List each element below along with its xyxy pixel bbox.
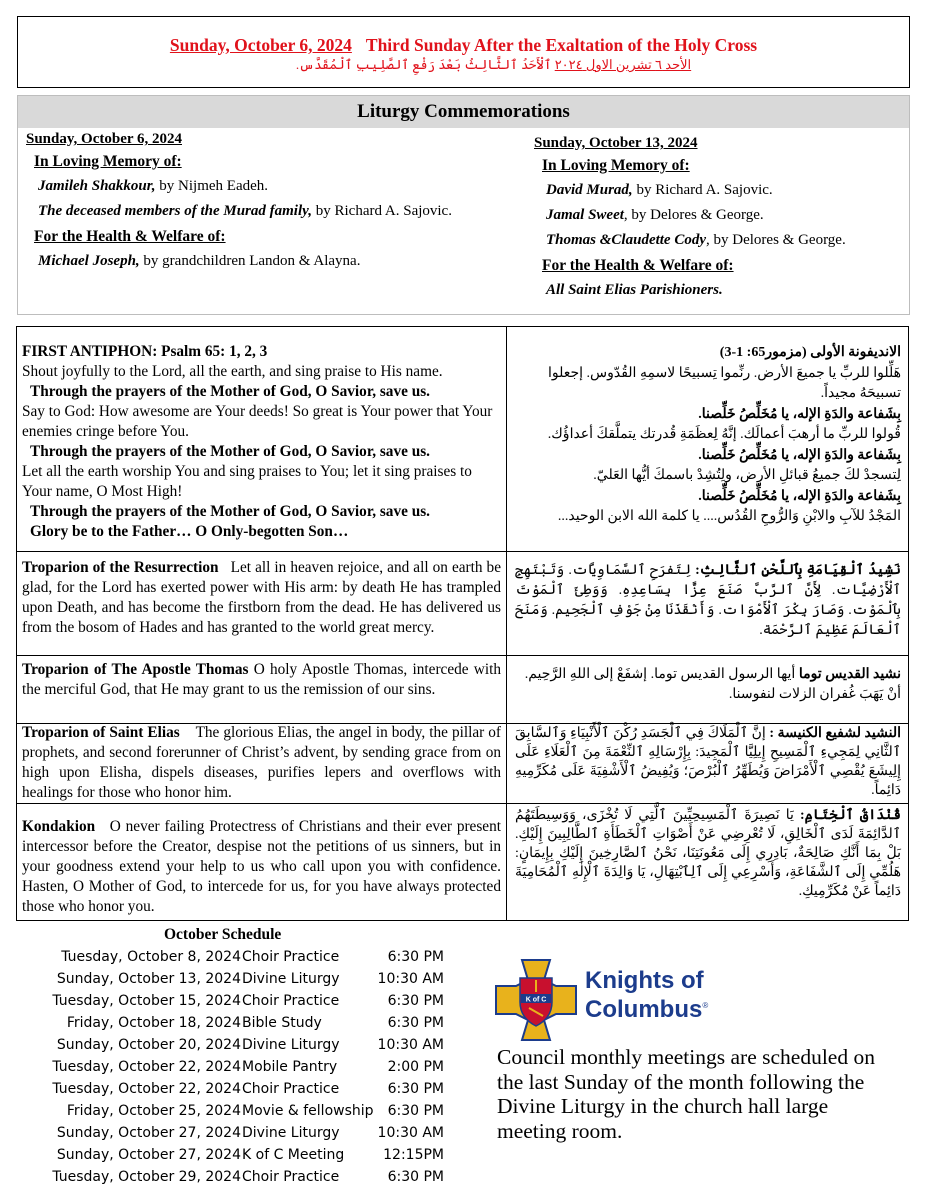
troparion-elias-row <box>17 723 908 804</box>
troparion-resurrection-text: Let all in heaven rejoice, and all on earth be glad, for the Lord has exerted power with His arm: by death He has trampled upon Death, and has become the firstborn from the dead. He has delivered us from the bosom of Hades and has granted to the world great mercy. <box>22 559 501 636</box>
header-arabic-date: الأحد ٦ تشرين الاول ٢٠٢٤ <box>554 57 692 72</box>
antiphon-arabic-glory: المَجْدُ للآبِ والابْنِ وَالرُّوحِ القُدُس.... يا كلمة الله الابن الوحيد... <box>557 509 901 524</box>
troparion-thomas-text: O holy Apostle Thomas, intercede with the merciful God, that He may grant to us the remission of our sins. <box>22 661 501 698</box>
kondakion-arabic-title: قُنْدَاقُ ٱلْخِتَامِ: <box>800 808 901 823</box>
schedule-event: Bible Study <box>242 1015 322 1031</box>
kondakion-row <box>17 803 908 921</box>
left-memory-heading: In Loving Memory of: <box>34 153 182 170</box>
schedule-date: Sunday, October 27, 2024 <box>56 1147 241 1163</box>
bulletin-header <box>17 16 910 88</box>
schedule-event: Mobile Pantry <box>242 1059 338 1075</box>
troparion-thomas-row <box>17 655 908 724</box>
schedule-date: Friday, October 25, 2024 <box>66 1103 241 1119</box>
troparion-thomas-arabic <box>515 665 901 705</box>
right-memory-entry: David Murad, by Richard A. Sajovic. <box>546 182 773 198</box>
schedule-date: Sunday, October 13, 2024 <box>56 971 241 987</box>
schedule-row <box>28 1078 458 1100</box>
knights-of-columbus-emblem <box>494 958 578 1042</box>
troparion-thomas-title: Troparion of The Apostle Thomas <box>22 661 249 678</box>
left-health-entry: Michael Joseph, by grandchildren Landon & Alayna. <box>38 253 361 269</box>
schedule-time: 6:30 PM <box>387 1015 444 1031</box>
schedule-event: Divine Liturgy <box>242 1125 340 1141</box>
schedule-row <box>28 968 458 990</box>
commemorations-right <box>534 134 904 303</box>
schedule-event: Choir Practice <box>242 1081 340 1097</box>
schedule-time: 10:30 AM <box>377 1125 444 1141</box>
right-memory-entry: Thomas &Claudette Cody, by Delores & George. <box>546 232 846 248</box>
troparion-resurrection-arabic <box>515 561 901 641</box>
troparion-elias-arabic <box>515 724 901 800</box>
schedule-event: Divine Liturgy <box>242 1037 340 1053</box>
schedule-time: 6:30 PM <box>387 993 444 1009</box>
antiphon-arabic <box>515 343 901 528</box>
antiphon-glory: Glory be to the Father… O Only-begotten Son… <box>30 523 349 540</box>
schedule-event: Choir Practice <box>242 993 340 1009</box>
antiphon-arabic-verse: هَلِّلوا للربِّ يا جميعَ الأرض. رنِّموا تِسبيحًا لاسمِهِ القُدّوس. إجعلوا تسبيحَهُ مجيداً. <box>547 365 901 401</box>
header-feast-title: Third Sunday After the Exaltation of the Holy Cross <box>365 35 758 55</box>
troparion-elias-arabic-text: إنَّ ٱلْمَلَاكَ فِي ٱلْجَسَدِ رُكْنَ ٱلْأَنْبِيَاءِ وَٱلسَّابِقَ ٱلثَّانِي لِمَجِيءِ ٱلْمَسِيحِ إِيلِيَّا ٱلْمَجِيدَ: بِإِرْسَالِهِ ٱلنِّعْمَةَ مِنَ ٱلْعَلَاءِ عَلَى إِلِيشَعَ يُقْصِي ٱلْأَمْرَاضَ وَيُطَهِّرُ ٱلْبُرْصَ؛ وَيُفِيضُ ٱلْأَشْفِيَةَ عَلَى مُكَرِّمِيهِ دَائِماً. <box>515 726 901 798</box>
kondakion-title: Kondakion <box>22 818 96 835</box>
antiphon-english <box>22 342 501 542</box>
kondakion-english <box>22 817 501 917</box>
schedule-event: Movie & fellowship <box>242 1103 374 1119</box>
schedule-time: 6:30 PM <box>387 1081 444 1097</box>
left-date: Sunday, October 6, 2024 <box>26 131 182 147</box>
schedule-row <box>28 1034 458 1056</box>
left-health-heading: For the Health & Welfare of: <box>34 228 226 245</box>
kofc-name-line2: Columbus® <box>585 996 709 1023</box>
schedule-date: Tuesday, October 22, 2024 <box>52 1059 241 1075</box>
schedule-event: Choir Practice <box>242 1169 340 1185</box>
right-health-entry: All Saint Elias Parishioners. <box>546 282 723 298</box>
antiphon-arabic-verse: قُولوا للربِّ ما أرهبَ أعمالَك. إنَّهُ لِعظَمَةِ قُدرتك يتملَّقكَ أعداؤُك. <box>547 427 901 442</box>
schedule-row <box>28 990 458 1012</box>
schedule-date: Friday, October 18, 2024 <box>66 1015 241 1031</box>
antiphon-row <box>17 327 908 552</box>
schedule-time: 10:30 AM <box>377 971 444 987</box>
header-arabic-line <box>18 57 909 73</box>
troparion-elias-title: Troparion of Saint Elias <box>22 724 180 741</box>
schedule-event: K of C Meeting <box>242 1147 345 1163</box>
left-memory-entry: The deceased members of the Murad family, by Richard A. Sajovic. <box>38 203 452 219</box>
schedule-date: Sunday, October 27, 2024 <box>56 1125 241 1141</box>
schedule-time: 6:30 PM <box>387 1103 444 1119</box>
header-arabic-title: ٱلْأَحَدُ ٱلثَّالِثُ بَعْدَ رَفْعِ ٱلصَّلِيبِ ٱلْمُقَدَّس. <box>295 57 552 72</box>
schedule-time: 6:30 PM <box>387 949 444 965</box>
schedule-time: 10:30 AM <box>377 1037 444 1053</box>
commemorations-heading: Liturgy Commemorations <box>18 96 909 128</box>
commemorations-box <box>17 95 910 315</box>
troparion-elias-arabic-title: النشيد لشفيع الكنيسة : <box>769 726 901 741</box>
troparion-elias-text: The glorious Elias, the angel in body, the pillar of prophets, and second forerunner of Christ’s advent, by sending grace from on high upon Elisha, dispels diseases, purifies lepers and overflows with healings for those who honor him. <box>22 724 501 801</box>
schedule-time: 2:00 PM <box>387 1059 444 1075</box>
antiphon-arabic-refrain: بِشَفاعة والدَةِ الإله، يا مُخَلِّصُ خَلِّصنا. <box>698 447 901 463</box>
antiphon-title: FIRST ANTIPHON: Psalm 65: 1, 2, 3 <box>22 343 268 360</box>
schedule-row <box>28 1100 458 1122</box>
antiphon-arabic-title: الانديفونة الأولى (مزمور65: 1-3) <box>719 345 901 360</box>
kondakion-arabic <box>515 806 901 901</box>
kondakion-text: O never failing Protectress of Christians and their ever present intercessor before the Creator, despise not the petitions of us sinners, but in your goodness extend your help to us who call upon you with confidence. Hasten, O Mother of God, to intercede for us, for you have always protected those who honor you. <box>22 818 501 915</box>
registered-mark: ® <box>702 1001 709 1010</box>
commemorations-left <box>26 130 526 274</box>
troparion-resurrection-row <box>17 551 908 656</box>
schedule-date: Sunday, October 20, 2024 <box>56 1037 241 1053</box>
schedule-row <box>28 1122 458 1144</box>
antiphon-arabic-refrain: بِشَفاعة والدَةِ الإله، يا مُخَلِّصُ خَلِّصنا. <box>698 406 901 422</box>
troparion-resurrection-arabic-text: لِتَفرَحِ ٱلسَّمَاوِيَّات. وَتَبْتَهِجِ ٱلْأَرْضِيَّات. لِأَنَّ ٱلرَّبَّ صَنَعَ عِزًّا بِسَاعِدِهِ. وَوَطِئَ ٱلْمَوْتَ بِٱلْمَوْت. وَصَارَ بِكْرَ ٱلْأَمْوَات. وَأَنْقَذَنَا مِنْ جَوْفِ ٱلْجَحِيم. وَمَنَحَ ٱلْعَالَمَ عَظِيمَ ٱلرَّحْمَة. <box>515 563 901 638</box>
troparion-thomas-arabic-text: أيها الرسول القديس توما. إشفَعْ إلى اللهِ الرَّحِيم. أنْ يَهَبَ غُفران الزلات لنفوسنا. <box>524 667 901 702</box>
schedule-row <box>28 1144 458 1166</box>
schedule-event: Divine Liturgy <box>242 971 340 987</box>
schedule-date: Tuesday, October 8, 2024 <box>61 949 241 965</box>
kondakion-arabic-text: يَا نَصِيرَةَ ٱلْمَسِيحِيِّينَ ٱلَّتِي لَا تُخْزَى، وَوَسِيطَتَهُمُ ٱلدَّائِمَةَ لَدَى ٱلْخَالِقِ، لَا تُعْرِضِي عَنْ أَصْوَاتِ ٱلْخَطَأَةِ ٱلطَّالِبِينَ إِلَيْكِ. بَلْ بِمَا أَنَّكِ صَالِحَةٌ، بَادِرِي إِلَى مَعُونَتِنَا، نَحْنُ ٱلصَّارِخِينَ إِلَيْكِ بِإِيمَانٍ: هَلُمِّي إِلَى ٱلشَّفَاعَةِ، وَأَسْرِعِي إِلَى ٱلِٱبْتِهَالِ، يَا وَالِدَةَ ٱلْإِلٰهِ ٱلْمُحَامِيَةَ دَائِماً عَنْ مُكَرِّمِيكِ. <box>515 808 901 899</box>
right-memory-entry: Jamal Sweet, by Delores & George. <box>546 207 764 223</box>
troparion-thomas-arabic-title: نشيد القديس توما <box>798 667 901 682</box>
antiphon-arabic-refrain: بِشَفاعة والدَةِ الإله، يا مُخَلِّصُ خَلِّصنا. <box>698 488 901 504</box>
antiphon-refrain: Through the prayers of the Mother of God, O Savior, save us. <box>30 443 430 460</box>
schedule-date: Tuesday, October 29, 2024 <box>52 1169 241 1185</box>
schedule-date: Tuesday, October 15, 2024 <box>52 993 241 1009</box>
antiphon-verse: Say to God: How awesome are Your deeds! So great is Your power that Your enemies cringe before You. <box>22 403 493 440</box>
troparion-resurrection-title: Troparion of the Resurrection <box>22 559 219 576</box>
schedule-date: Tuesday, October 22, 2024 <box>52 1081 241 1097</box>
antiphon-refrain: Through the prayers of the Mother of God, O Savior, save us. <box>30 503 430 520</box>
antiphon-refrain: Through the prayers of the Mother of God, O Savior, save us. <box>30 383 430 400</box>
emblem-icon <box>494 958 578 1042</box>
schedule-time: 6:30 PM <box>387 1169 444 1185</box>
schedule-row <box>28 946 458 968</box>
antiphon-verse: Shout joyfully to the Lord, all the earth, and sing praise to His name. <box>22 363 443 380</box>
left-memory-entry: Jamileh Shakkour, by Nijmeh Eadeh. <box>38 178 269 194</box>
right-date: Sunday, October 13, 2024 <box>534 135 698 151</box>
kofc-name-line1: Knights of <box>585 967 704 994</box>
schedule-row <box>28 1056 458 1078</box>
hymns-table <box>16 326 909 921</box>
knights-of-columbus-name <box>585 968 708 1022</box>
schedule-title: October Schedule <box>164 926 282 943</box>
header-date: Sunday, October 6, 2024 <box>169 35 352 55</box>
schedule-row <box>28 1166 458 1188</box>
troparion-thomas-english <box>22 660 501 700</box>
schedule-row <box>28 1012 458 1034</box>
troparion-resurrection-english <box>22 558 501 638</box>
emblem-letters: K of C <box>525 996 547 1004</box>
antiphon-arabic-verse: لِتسجدْ لكَ جميعُ قبائلِ الأرض، ولِتُشِدْ باسمكَ أيُّها العَليّ. <box>593 468 901 483</box>
troparion-resurrection-arabic-title: نَشِيدُ ٱلْقِيَامَةِ بِٱللَّحْنِ ٱلثَّالِثِ: <box>695 563 902 578</box>
kofc-meeting-notice: Council monthly meetings are scheduled on the last Sunday of the month following the Divine Liturgy in the church hall large meeting room. <box>497 1045 875 1143</box>
troparion-elias-english <box>22 723 501 803</box>
antiphon-verse: Let all the earth worship You and sing praises to You; let it sing praises to Your name, O Most High! <box>22 463 472 500</box>
schedule-event: Choir Practice <box>242 949 340 965</box>
header-title-line <box>18 35 909 56</box>
schedule-time: 12:15PM <box>383 1147 444 1163</box>
right-memory-heading: In Loving Memory of: <box>542 157 690 174</box>
right-health-heading: For the Health & Welfare of: <box>542 257 734 274</box>
